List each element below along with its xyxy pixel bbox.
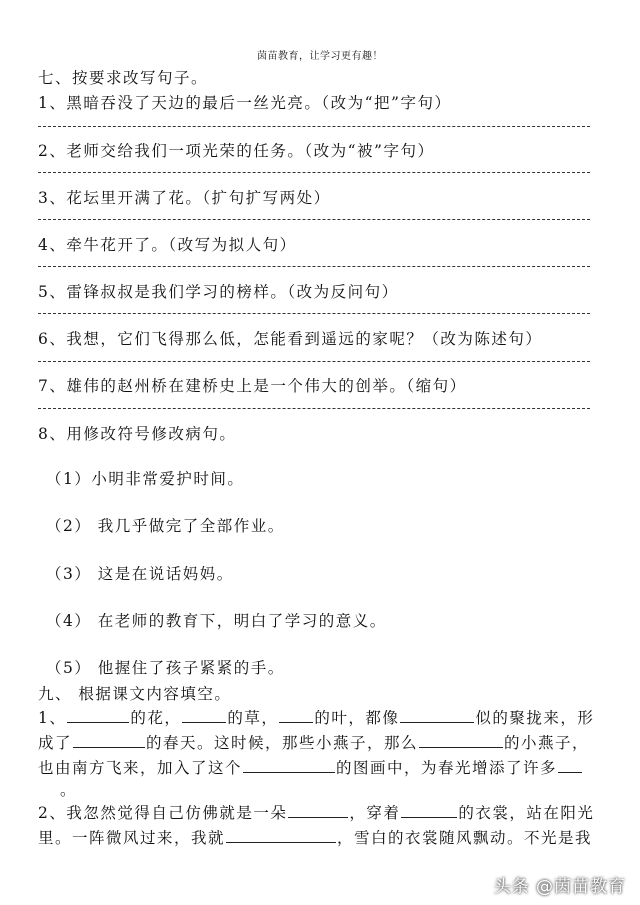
sick-sentence-1: （1）小明非常爱护时间。 [46, 470, 245, 488]
fill-text: 的衣裳，站在阳光 [458, 804, 595, 822]
sick-sentence-2: （2） 我几乎做完了全部作业。 [46, 517, 285, 535]
section-7-title: 七、按要求改写句子。 [38, 69, 209, 87]
watermark: 头条 @茵苗教育 [493, 877, 626, 897]
fill-text: 1、 [38, 709, 67, 727]
fill-line-4 [38, 801, 594, 823]
sick-sentence-5: （5） 他握住了孩子紧紧的手。 [46, 659, 285, 677]
answer-line-1 [38, 126, 590, 127]
answer-line-3 [38, 219, 590, 220]
fill-text: 2、我忽然觉得自己仿佛就是一朵 [38, 804, 288, 822]
answer-line-4 [38, 266, 590, 267]
fill-text: 的叶，都像 [314, 709, 400, 727]
question-2: 2、老师交给我们一项光荣的任务。（改为“被”字句） [38, 142, 435, 160]
fill-text: ，穿着 [349, 804, 401, 822]
blank-field[interactable] [400, 708, 474, 723]
fill-text: 的花， [130, 709, 182, 727]
question-1: 1、黑暗吞没了天边的最后一丝光亮。（改为“把”字句） [38, 94, 452, 112]
blank-field[interactable] [558, 758, 582, 773]
blank-field[interactable] [401, 803, 457, 818]
answer-line-6 [38, 361, 590, 362]
question-7: 7、雄伟的赵州桥在建桥史上是一个伟大的创举。（缩句） [38, 377, 467, 395]
answer-line-5 [38, 313, 590, 314]
blank-field[interactable] [288, 803, 348, 818]
blank-field[interactable] [279, 708, 313, 723]
fill-text: 的小燕子， [504, 734, 590, 752]
fill-line-1 [38, 706, 594, 728]
question-6: 6、我想，它们飞得那么低，怎能看到遥远的家呢？（改为陈述句） [38, 330, 543, 348]
fill-line-3-end [38, 778, 77, 800]
question-5: 5、雷锋叔叔是我们学习的榜样。（改为反问句） [38, 283, 399, 301]
blank-field[interactable] [419, 733, 503, 748]
fill-text: ，雪白的衣裳随风飘动。不光是我 [337, 829, 593, 847]
blank-field[interactable] [73, 733, 145, 748]
blank-field[interactable] [182, 708, 226, 723]
answer-line-7 [38, 408, 590, 409]
question-4: 4、牵牛花开了。（改写为拟人句） [38, 236, 297, 254]
answer-line-2 [38, 172, 590, 173]
page-header: 茵苗教育，让学习更有趣！ [257, 51, 383, 62]
question-8: 8、用修改符号修改病句。 [38, 425, 237, 443]
fill-line-5 [38, 826, 592, 848]
fill-text: 也由南方飞来，加入了这个 [38, 759, 243, 777]
fill-text: 。 [60, 781, 78, 799]
fill-line-3 [38, 756, 583, 778]
fill-text: 的草， [227, 709, 279, 727]
blank-field[interactable] [226, 828, 336, 843]
fill-text: 成了 [38, 734, 73, 752]
question-3: 3、花坛里开满了花。（扩句扩写两处） [38, 189, 331, 207]
fill-text: 的图画中，为春光增添了许多 [336, 759, 558, 777]
sick-sentence-3: （3） 这是在说话妈妈。 [46, 565, 234, 583]
blank-field[interactable] [243, 758, 335, 773]
fill-line-2 [38, 731, 589, 753]
fill-text: 似的聚拢来，形 [475, 709, 595, 727]
sick-sentence-4: （4） 在老师的教育下，明白了学习的意义。 [46, 612, 387, 630]
fill-text: 里。一阵微风过来，我就 [38, 829, 226, 847]
section-9-title: 九、 根据课文内容填空。 [38, 685, 232, 703]
fill-text: 的春天。这时候，那些小燕子，那么 [146, 734, 419, 752]
blank-field[interactable] [67, 708, 129, 723]
